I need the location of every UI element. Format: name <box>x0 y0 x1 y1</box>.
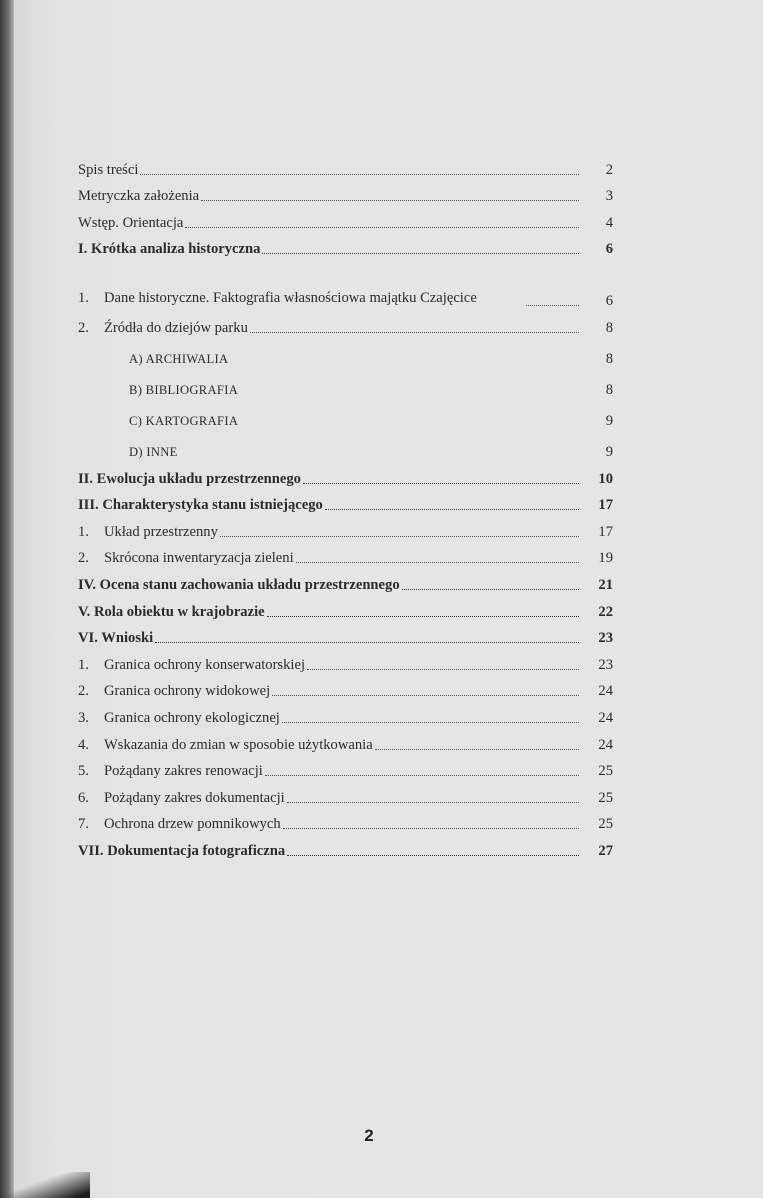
toc-source-label: C) KARTOGRAFIA <box>129 413 239 428</box>
toc-subentry-label <box>78 549 296 567</box>
toc-subentry[interactable] <box>78 754 613 781</box>
toc-subentry[interactable] <box>78 514 613 541</box>
toc-leader-dots <box>185 226 579 228</box>
toc-leader-dots <box>267 615 579 617</box>
toc-chapter-label: V. Rola obiektu w krajobrazie <box>78 603 265 620</box>
toc-chapter-page: 21 <box>598 576 613 593</box>
toc-subentry-number: 2. <box>78 550 89 567</box>
toc-chapter-label: III. Charakterystyka stanu istniejącego <box>78 497 323 514</box>
toc-subentry-text: Skrócona inwentaryzacja zieleni <box>104 550 294 567</box>
toc-chapter[interactable] <box>78 232 613 259</box>
toc-leader-dots <box>375 748 579 750</box>
toc-subentry-page: 25 <box>598 789 613 806</box>
toc-subentry-page: 24 <box>598 683 613 700</box>
toc-subentry-label <box>78 709 282 727</box>
toc-leader-dots <box>296 561 579 563</box>
toc-leader-dots <box>201 199 579 201</box>
toc-subentry-page: 25 <box>598 763 613 780</box>
table-of-contents <box>78 152 613 860</box>
toc-subentry-label <box>78 736 375 754</box>
toc-chapter-page: 23 <box>598 630 613 647</box>
toc-chapter[interactable] <box>78 594 613 621</box>
toc-source-label: D) INNE <box>129 444 178 459</box>
toc-subentry[interactable] <box>78 780 613 807</box>
toc-entry-page: 3 <box>605 188 613 205</box>
toc-subentry[interactable] <box>78 310 613 337</box>
toc-subentry-label <box>78 815 283 833</box>
toc-leader-dots <box>272 694 579 696</box>
toc-subentry-text: Wskazania do zmian w sposobie użytkowania <box>104 736 373 753</box>
toc-subentry-label <box>78 789 287 807</box>
toc-chapter-page: 17 <box>598 497 613 514</box>
toc-leader-dots <box>325 508 579 510</box>
toc-source-page: 9 <box>605 443 613 460</box>
toc-subentry-text: Źródła do dziejów parku <box>104 319 248 336</box>
toc-source-page: 8 <box>605 381 613 398</box>
toc-entry[interactable] <box>78 205 613 232</box>
toc-subentry-page: 23 <box>598 656 613 673</box>
toc-entry-label: Metryczka założenia <box>78 188 200 205</box>
toc-source-page: 8 <box>605 350 613 367</box>
toc-leader-dots <box>287 801 579 803</box>
toc-entry-label: Spis treści <box>78 161 139 178</box>
toc-source-entry[interactable] <box>78 399 613 430</box>
toc-chapter[interactable] <box>78 621 613 648</box>
toc-chapter-page: 6 <box>605 241 613 258</box>
toc-entry-label: Wstęp. Orientacja <box>78 214 184 231</box>
toc-subentry-label <box>78 682 272 700</box>
toc-chapter-label: II. Ewolucja układu przestrzennego <box>78 470 301 487</box>
toc-chapter-page: 22 <box>598 603 613 620</box>
toc-subentry-text: Pożądany zakres renowacji <box>104 763 263 780</box>
toc-leader-dots <box>283 827 579 829</box>
toc-subentry-page: 6 <box>605 293 613 310</box>
toc-chapter-label: I. Krótka analiza historyczna <box>78 241 261 258</box>
toc-leader-dots <box>282 721 579 723</box>
toc-subentry-text: Ochrona drzew pomnikowych <box>104 816 281 833</box>
toc-source-entry[interactable] <box>78 337 613 368</box>
toc-subentry[interactable] <box>78 541 613 568</box>
toc-chapter-label: IV. Ocena stanu zachowania układu przestrzennego <box>78 576 400 593</box>
toc-leader-dots <box>155 641 579 643</box>
toc-subentry-number: 4. <box>78 736 89 753</box>
toc-subentry[interactable] <box>78 700 613 727</box>
toc-entry-page: 2 <box>605 161 613 178</box>
toc-subentry[interactable] <box>78 647 613 674</box>
toc-leader-dots <box>265 774 579 776</box>
toc-subentry-text: Granica ochrony widokowej <box>104 683 271 700</box>
toc-source-entry[interactable] <box>78 368 613 399</box>
toc-subentry-label <box>78 762 265 780</box>
toc-source-label: B) BIBLIOGRAFIA <box>129 382 239 397</box>
toc-chapter-label: VII. Dokumentacja fotograficzna <box>78 842 286 859</box>
toc-subentry-text: Układ przestrzenny <box>104 523 218 540</box>
toc-leader-dots <box>526 304 579 306</box>
toc-subentry-text: Pożądany zakres dokumentacji <box>104 789 285 806</box>
toc-leader-dots <box>250 331 579 333</box>
toc-chapter[interactable] <box>78 488 613 515</box>
toc-leader-dots <box>307 668 579 670</box>
toc-leader-dots <box>220 535 579 537</box>
toc-source-page: 9 <box>605 412 613 429</box>
toc-leader-dots <box>262 252 579 254</box>
toc-subentry[interactable] <box>78 807 613 834</box>
toc-leader-dots <box>303 482 579 484</box>
toc-entry-page: 4 <box>605 214 613 231</box>
toc-subentry-number: 1. <box>78 523 89 540</box>
toc-chapter-page: 27 <box>598 842 613 859</box>
toc-entry[interactable] <box>78 179 613 206</box>
toc-subentry-number: 5. <box>78 763 89 780</box>
toc-subentry-text: Granica ochrony ekologicznej <box>104 709 280 726</box>
toc-leader-dots <box>402 588 579 590</box>
toc-subentry-page: 24 <box>598 709 613 726</box>
toc-subentry-number: 1. <box>78 656 89 673</box>
toc-subentry-number: 3. <box>78 709 89 726</box>
toc-entry[interactable] <box>78 152 613 179</box>
toc-subentry-label <box>78 287 526 310</box>
toc-subentry-page: 25 <box>598 816 613 833</box>
toc-subentry-page: 19 <box>598 550 613 567</box>
page-number: 2 <box>364 1126 374 1145</box>
toc-chapter-page: 10 <box>598 470 613 487</box>
toc-subentry-number: 6. <box>78 789 89 806</box>
toc-subentry-text: Granica ochrony konserwatorskiej <box>104 656 305 673</box>
toc-chapter[interactable] <box>78 567 613 594</box>
document-page <box>14 0 763 1198</box>
toc-subentry-label <box>78 319 250 337</box>
binding-edge-shadow <box>0 0 14 1198</box>
toc-subentry-page: 17 <box>598 523 613 540</box>
toc-source-entry[interactable] <box>78 430 613 461</box>
toc-leader-dots <box>287 854 579 856</box>
toc-subentry-label <box>78 656 307 674</box>
toc-chapter-label: VI. Wnioski <box>78 630 154 647</box>
toc-subentry-number: 1. <box>78 290 89 307</box>
toc-chapter[interactable] <box>78 461 613 488</box>
toc-subentry-page: 8 <box>605 319 613 336</box>
toc-subentry[interactable] <box>78 727 613 754</box>
toc-chapter[interactable] <box>78 833 613 860</box>
toc-subentry-page: 24 <box>598 736 613 753</box>
toc-subentry-number: 2. <box>78 683 89 700</box>
toc-subentry[interactable] <box>78 674 613 701</box>
toc-subentry-number: 7. <box>78 816 89 833</box>
toc-source-label: A) ARCHIWALIA <box>129 351 229 366</box>
scan-corner-shadow <box>0 1172 90 1198</box>
toc-subentry[interactable] <box>78 258 613 310</box>
toc-leader-dots <box>140 173 579 175</box>
toc-subentry-text: Dane historyczne. Faktografia własnościowa majątku Czajęcice <box>104 290 477 307</box>
toc-subentry-label <box>78 523 220 541</box>
toc-subentry-number: 2. <box>78 319 89 336</box>
